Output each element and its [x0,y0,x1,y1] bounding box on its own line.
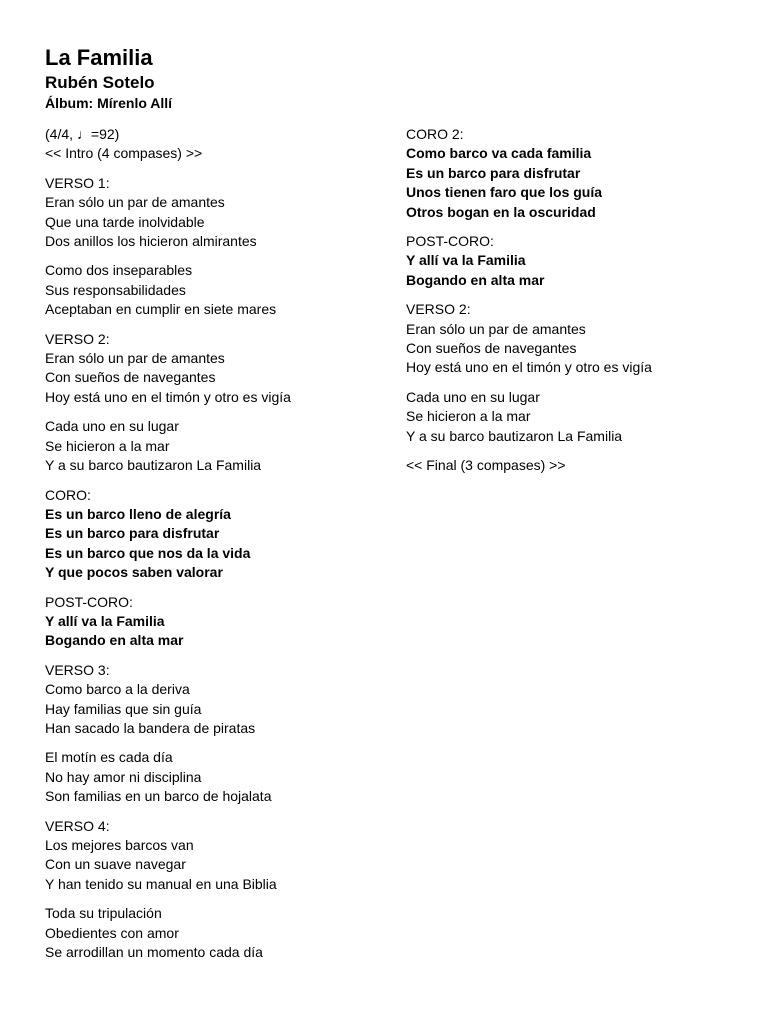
lyric-line: Se arrodillan un momento cada día [45,944,263,961]
lyric-line: Como barco va cada familia [406,145,592,162]
lyric-block [45,486,375,583]
lyrics-column-left [45,125,375,972]
lyric-line: Y allí va la Familia [406,252,526,269]
lyric-line: Obedientes con amor [45,924,179,941]
lyric-block [45,417,375,475]
section-heading: VERSO 4: [45,817,110,834]
song-title: La Familia [45,45,153,70]
lyric-line: Dos anillos los hicieron almirantes [45,233,257,250]
lyric-line: Eran sólo un par de amantes [45,194,225,211]
lyric-block [45,904,375,962]
lyric-line: (4/4, ♩=92) [45,126,120,142]
lyric-line: Como barco a la deriva [45,681,190,698]
lyric-block [406,300,736,378]
lyric-line: Los mejores barcos van [45,837,194,853]
lyric-line: Aceptaban en cumplir en siete mares [45,301,277,318]
lyric-line: Y a su barco bautizaron La Familia [45,457,262,474]
lyric-line: Otros bogan en la oscuridad [406,203,596,220]
lyric-block [406,388,736,446]
lyric-line: Como dos inseparables [45,262,193,279]
lyric-block [45,261,375,319]
lyric-line: Eran sólo un par de amantes [406,320,586,337]
section-heading: VERSO 2: [406,301,471,318]
lyric-line: Y que pocos saben valorar [45,564,223,581]
lyric-line: No hay amor ni disciplina [45,768,202,785]
lyric-block [45,661,375,739]
song-artist: Rubén Sotelo [45,73,155,92]
lyric-line: Es un barco para disfrutar [406,164,581,181]
lyric-line: << Final (3 compases) >> [406,457,566,474]
lyric-line: Hoy está uno en el timón y otro es vigía [406,359,652,376]
lyric-line: Toda su tripulación [45,905,162,922]
lyric-block [406,125,736,222]
lyric-block [45,330,375,408]
lyric-line: Con un suave navegar [45,856,186,873]
lyric-line: Eran sólo un par de amantes [45,350,225,367]
lyric-line: Hoy está uno en el timón y otro es vigía [45,388,291,405]
lyric-line: Con sueños de navegantes [45,369,216,386]
lyric-line: Bogando en alta mar [406,271,545,288]
lyric-block [45,174,375,252]
lyric-line: Hay familias que sin guía [45,700,202,717]
section-heading: CORO 2: [406,126,464,142]
lyric-line: Y han tenido su manual en una Biblia [45,875,277,892]
lyric-line: Y allí va la Familia [45,612,165,629]
lyric-line: Con sueños de navegantes [406,340,577,357]
lyric-line: Bogando en alta mar [45,632,184,649]
lyric-line: Han sacado la bandera de piratas [45,719,256,736]
lyric-line: Que una tarde inolvidable [45,213,205,230]
lyric-line: Sus responsabilidades [45,281,186,298]
lyric-line: Se hicieron a la mar [406,408,531,425]
lyric-block [45,593,375,651]
lyric-line: Se hicieron a la mar [45,437,170,454]
lyric-line: El motín es cada día [45,749,173,766]
lyric-line: Unos tienen faro que los guía [406,184,603,201]
lyric-line: Y a su barco bautizaron La Familia [406,427,623,444]
lyric-line: Es un barco que nos da la vida [45,544,251,561]
section-heading: CORO: [45,486,91,503]
lyric-line: Cada uno en su lugar [406,388,540,405]
section-heading: POST-CORO: [45,593,133,610]
song-header [45,44,172,113]
section-heading: VERSO 3: [45,661,110,678]
lyric-block [45,817,375,895]
lyric-block [406,456,736,475]
lyric-block [45,748,375,806]
lyric-line: Son familias en un barco de hojalata [45,788,272,805]
lyric-line: Cada uno en su lugar [45,418,179,435]
lyrics-column-right [406,125,736,486]
lyric-line: Es un barco lleno de alegría [45,505,231,522]
section-heading: VERSO 2: [45,330,110,347]
section-heading: VERSO 1: [45,174,110,191]
lyric-line: Es un barco para disfrutar [45,525,220,542]
song-album: Álbum: Mírenlo Allí [45,95,173,111]
section-heading: POST-CORO: [406,233,494,250]
lyric-block [45,125,375,164]
lyric-block [406,232,736,290]
lyric-line: << Intro (4 compases) >> [45,145,203,162]
